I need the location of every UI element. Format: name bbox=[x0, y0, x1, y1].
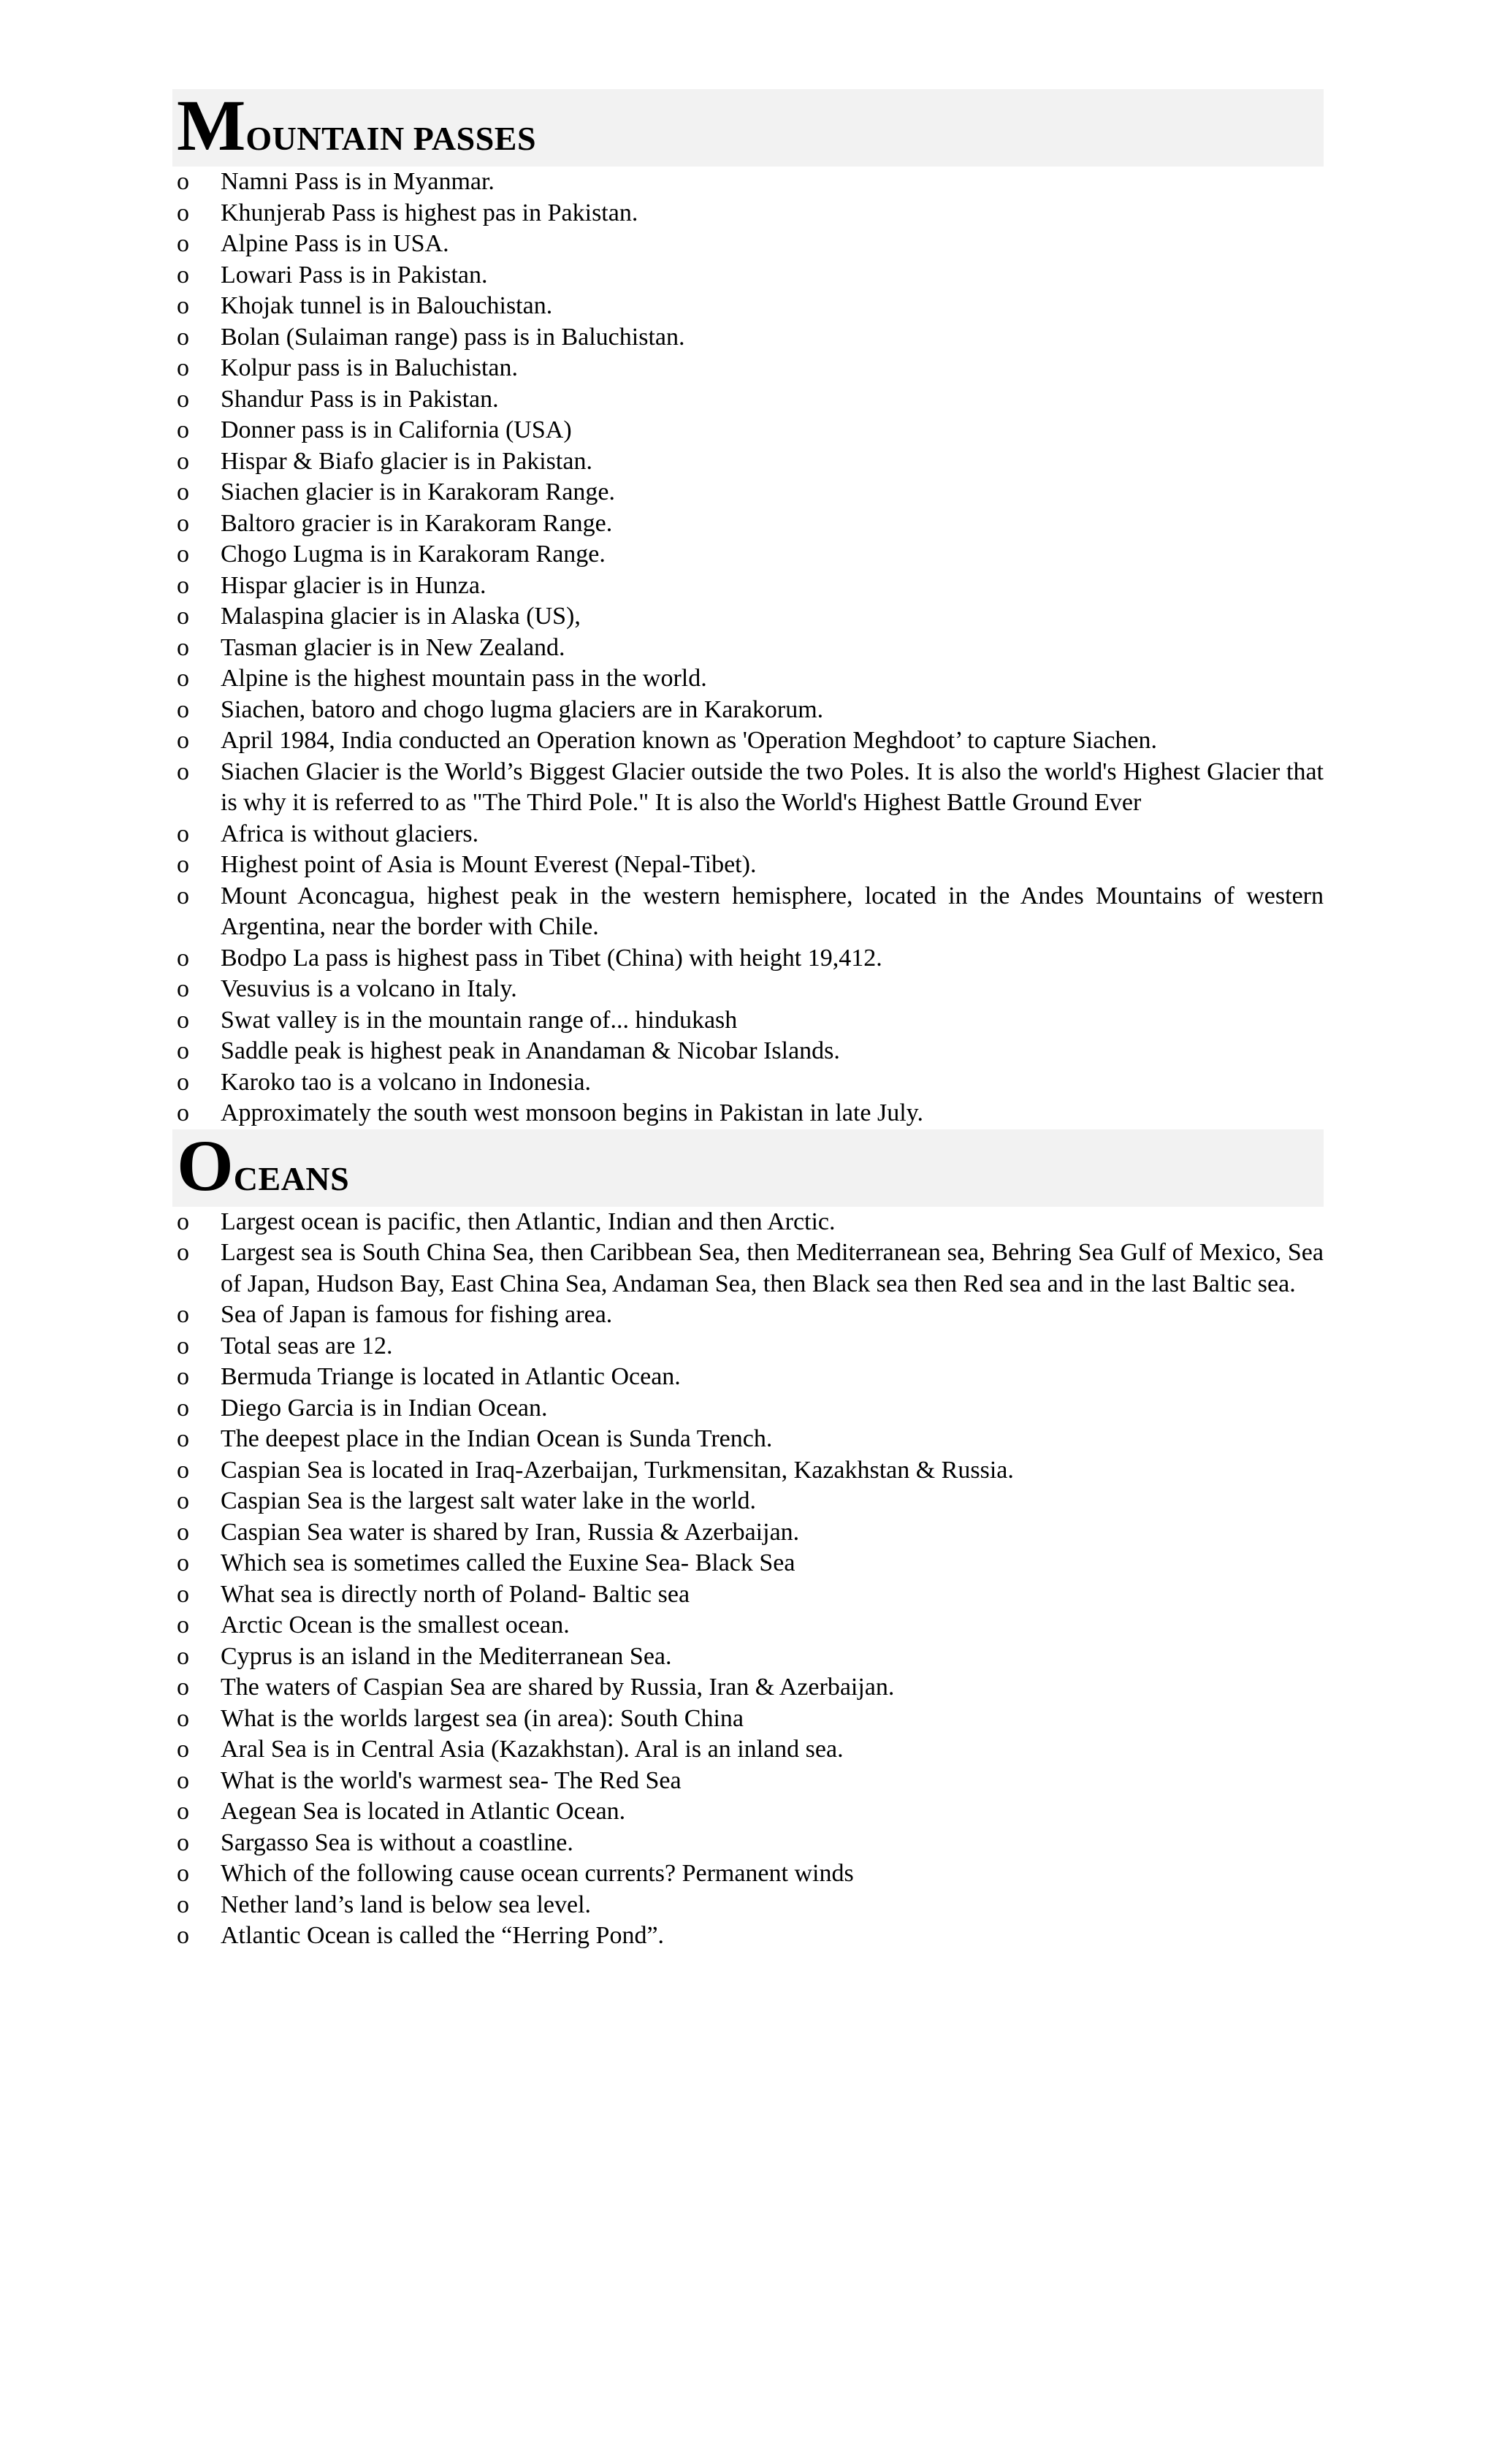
list-item bbox=[172, 229, 1324, 260]
section-mountain-passes bbox=[172, 85, 1324, 1129]
bullet-marker: o bbox=[177, 541, 189, 568]
list-item-text: The deepest place in the Indian Ocean is Sunda Trench. bbox=[221, 1425, 773, 1452]
list-item-text: Donner pass is in California (USA) bbox=[221, 416, 572, 443]
list-item bbox=[172, 571, 1324, 602]
bullet-marker: o bbox=[177, 1736, 189, 1763]
list-item bbox=[172, 1641, 1324, 1673]
bullet-marker: o bbox=[177, 323, 189, 351]
list-item bbox=[172, 1207, 1324, 1238]
bullet-marker: o bbox=[177, 727, 189, 754]
list-item bbox=[172, 943, 1324, 974]
bullet-marker: o bbox=[177, 447, 189, 475]
bullet-marker: o bbox=[177, 1456, 189, 1484]
list-item bbox=[172, 508, 1324, 540]
list-item-text: Siachen Glacier is the World’s Biggest Glacier outside the two Poles. It is also the world's Highest Glacier that is why it is referred to as "The Third Pole." It is also the World's Highest Battle Ground Ever bbox=[221, 758, 1324, 816]
bullet-marker: o bbox=[177, 1425, 189, 1452]
list-item-text: Caspian Sea is located in Iraq-Azerbaijan, Turkmensitan, Kazakhstan & Russia. bbox=[221, 1456, 1014, 1484]
list-item bbox=[172, 415, 1324, 446]
bullet-marker: o bbox=[177, 633, 189, 661]
list-item-text: Aral Sea is in Central Asia (Kazakhstan). Aral is an inland sea. bbox=[221, 1736, 844, 1763]
list-item-text: Hispar & Biafo glacier is in Pakistan. bbox=[221, 447, 592, 475]
list-item-text: What is the worlds largest sea (in area): South China bbox=[221, 1704, 744, 1732]
list-item bbox=[172, 1237, 1324, 1300]
bullet-marker: o bbox=[177, 199, 189, 226]
section-oceans bbox=[172, 1124, 1324, 1952]
bullet-marker: o bbox=[177, 1828, 189, 1856]
bullet-marker: o bbox=[177, 1363, 189, 1390]
list-item-text: Khunjerab Pass is highest pas in Pakistan. bbox=[221, 199, 638, 226]
bullet-marker: o bbox=[177, 509, 189, 537]
list-item bbox=[172, 1036, 1324, 1067]
list-item-text: Karoko tao is a volcano in Indonesia. bbox=[221, 1068, 592, 1096]
list-item-text: Arctic Ocean is the smallest ocean. bbox=[221, 1611, 570, 1639]
bullet-marker: o bbox=[177, 603, 189, 630]
list-item bbox=[172, 1455, 1324, 1487]
bullet-marker: o bbox=[177, 944, 189, 972]
document-page bbox=[172, 85, 1324, 1952]
bullet-marker: o bbox=[177, 820, 189, 847]
bullet-marker: o bbox=[177, 1922, 189, 1949]
list-item bbox=[172, 819, 1324, 850]
list-item bbox=[172, 881, 1324, 943]
bullet-marker: o bbox=[177, 1037, 189, 1064]
bullet-marker: o bbox=[177, 1239, 189, 1266]
list-item bbox=[172, 1300, 1324, 1331]
list-item bbox=[172, 1610, 1324, 1641]
list-item bbox=[172, 260, 1324, 291]
list-item-text: Sargasso Sea is without a coastline. bbox=[221, 1828, 573, 1856]
bullet-marker: o bbox=[177, 695, 189, 723]
list-item bbox=[172, 1734, 1324, 1766]
list-item-text: Caspian Sea water is shared by Iran, Russia & Azerbaijan. bbox=[221, 1518, 800, 1546]
bullet-marker: o bbox=[177, 261, 189, 289]
list-item bbox=[172, 1548, 1324, 1579]
heading-initial: O bbox=[177, 1124, 234, 1206]
bullet-marker: o bbox=[177, 385, 189, 413]
list-item-text: Aegean Sea is located in Atlantic Ocean. bbox=[221, 1798, 626, 1825]
list-item bbox=[172, 1098, 1324, 1129]
bullet-marker: o bbox=[177, 1798, 189, 1825]
list-item-text: Mount Aconcagua, highest peak in the western hemisphere, located in the Andes Mountains of western Argentina, near the border with Chile. bbox=[221, 882, 1324, 940]
list-item bbox=[172, 539, 1324, 571]
bullet-list bbox=[172, 1207, 1324, 1952]
list-item bbox=[172, 1828, 1324, 1859]
list-item bbox=[172, 1858, 1324, 1890]
list-item bbox=[172, 1362, 1324, 1393]
bullet-marker: o bbox=[177, 1099, 189, 1126]
list-item bbox=[172, 850, 1324, 881]
bullet-marker: o bbox=[177, 1301, 189, 1328]
list-item bbox=[172, 1005, 1324, 1037]
bullet-marker: o bbox=[177, 1208, 189, 1235]
list-item bbox=[172, 322, 1324, 354]
list-item-text: Largest sea is South China Sea, then Caribbean Sea, then Mediterranean sea, Behring Sea Gulf of Mexico, Sea of Japan, Hudson Bay, East China Sea, Andaman Sea, then Black sea then Red sea and in the last Baltic sea. bbox=[221, 1239, 1324, 1297]
bullet-marker: o bbox=[177, 1394, 189, 1422]
bullet-marker: o bbox=[177, 1068, 189, 1096]
bullet-marker: o bbox=[177, 416, 189, 443]
list-item-text: What is the world's warmest sea- The Red Sea bbox=[221, 1766, 682, 1794]
list-item-text: Diego Garcia is in Indian Ocean. bbox=[221, 1394, 548, 1422]
bullet-marker: o bbox=[177, 882, 189, 909]
list-item bbox=[172, 1579, 1324, 1611]
list-item bbox=[172, 1890, 1324, 1921]
bullet-marker: o bbox=[177, 1518, 189, 1546]
list-item-text: What sea is directly north of Poland- Baltic sea bbox=[221, 1580, 690, 1608]
heading-initial: M bbox=[177, 85, 246, 166]
list-item bbox=[172, 695, 1324, 726]
list-item-text: Alpine is the highest mountain pass in the world. bbox=[221, 665, 707, 692]
bullet-marker: o bbox=[177, 758, 189, 785]
bullet-marker: o bbox=[177, 851, 189, 878]
list-item-text: Lowari Pass is in Pakistan. bbox=[221, 261, 488, 289]
list-item-text: Bodpo La pass is highest pass in Tibet (China) with height 19,412. bbox=[221, 944, 882, 972]
bullet-marker: o bbox=[177, 665, 189, 692]
list-item-text: April 1984, India conducted an Operation known as 'Operation Meghdoot’ to capture Siachen. bbox=[221, 727, 1158, 754]
list-item bbox=[172, 757, 1324, 819]
list-item bbox=[172, 353, 1324, 384]
list-item bbox=[172, 1921, 1324, 1952]
list-item-text: Saddle peak is highest peak in Anandaman & Nicobar Islands. bbox=[221, 1037, 840, 1064]
bullet-marker: o bbox=[177, 1332, 189, 1359]
list-item-text: Siachen glacier is in Karakoram Range. bbox=[221, 478, 616, 506]
list-item-text: Vesuvius is a volcano in Italy. bbox=[221, 975, 517, 1002]
list-item-text: Which sea is sometimes called the Euxine Sea- Black Sea bbox=[221, 1549, 795, 1576]
bullet-marker: o bbox=[177, 1891, 189, 1918]
list-item-text: The waters of Caspian Sea are shared by Russia, Iran & Azerbaijan. bbox=[221, 1674, 895, 1701]
bullet-marker: o bbox=[177, 292, 189, 319]
list-item bbox=[172, 384, 1324, 416]
list-item bbox=[172, 167, 1324, 198]
list-item-text: Sea of Japan is famous for fishing area. bbox=[221, 1301, 613, 1328]
list-item bbox=[172, 1067, 1324, 1099]
list-item bbox=[172, 1796, 1324, 1828]
list-item bbox=[172, 1766, 1324, 1797]
list-item-text: Chogo Lugma is in Karakoram Range. bbox=[221, 541, 606, 568]
list-item bbox=[172, 1486, 1324, 1517]
bullet-marker: o bbox=[177, 168, 189, 195]
list-item-text: Alpine Pass is in USA. bbox=[221, 230, 449, 257]
list-item bbox=[172, 477, 1324, 508]
section-heading bbox=[172, 85, 1324, 167]
list-item-text: Largest ocean is pacific, then Atlantic, Indian and then Arctic. bbox=[221, 1208, 836, 1235]
list-item-text: Approximately the south west monsoon begins in Pakistan in late July. bbox=[221, 1099, 923, 1126]
list-item bbox=[172, 446, 1324, 478]
list-item-text: Malaspina glacier is in Alaska (US), bbox=[221, 603, 581, 630]
list-item bbox=[172, 974, 1324, 1005]
list-item bbox=[172, 1331, 1324, 1362]
list-item bbox=[172, 198, 1324, 229]
bullet-list bbox=[172, 167, 1324, 1129]
list-item bbox=[172, 1704, 1324, 1735]
list-item-text: Khojak tunnel is in Balouchistan. bbox=[221, 292, 553, 319]
list-item-text: Total seas are 12. bbox=[221, 1332, 393, 1359]
list-item-text: Highest point of Asia is Mount Everest (Nepal-Tibet). bbox=[221, 851, 757, 878]
bullet-marker: o bbox=[177, 1860, 189, 1887]
section-heading bbox=[172, 1124, 1324, 1207]
list-item bbox=[172, 725, 1324, 757]
bullet-marker: o bbox=[177, 478, 189, 506]
list-item-text: Baltoro gracier is in Karakoram Range. bbox=[221, 509, 613, 537]
list-item bbox=[172, 663, 1324, 695]
list-item-text: Tasman glacier is in New Zealand. bbox=[221, 633, 565, 661]
list-item-text: Shandur Pass is in Pakistan. bbox=[221, 385, 499, 413]
bullet-marker: o bbox=[177, 975, 189, 1002]
bullet-marker: o bbox=[177, 1487, 189, 1514]
list-item-text: Africa is without glaciers. bbox=[221, 820, 479, 847]
heading-rest: OUNTAIN PASSES bbox=[245, 120, 537, 157]
list-item bbox=[172, 601, 1324, 633]
list-item bbox=[172, 1517, 1324, 1549]
bullet-marker: o bbox=[177, 230, 189, 257]
list-item-text: Bolan (Sulaiman range) pass is in Baluchistan. bbox=[221, 323, 685, 351]
bullet-marker: o bbox=[177, 1704, 189, 1732]
bullet-marker: o bbox=[177, 1580, 189, 1608]
bullet-marker: o bbox=[177, 1642, 189, 1670]
bullet-marker: o bbox=[177, 1674, 189, 1701]
list-item-text: Swat valley is in the mountain range of... hindukash bbox=[221, 1006, 738, 1034]
list-item-text: Hispar glacier is in Hunza. bbox=[221, 571, 486, 599]
list-item-text: Cyprus is an island in the Mediterranean Sea. bbox=[221, 1642, 672, 1670]
list-item-text: Bermuda Triange is located in Atlantic Ocean. bbox=[221, 1363, 681, 1390]
heading-rest: CEANS bbox=[233, 1159, 350, 1197]
list-item-text: Siachen, batoro and chogo lugma glaciers are in Karakorum. bbox=[221, 695, 824, 723]
list-item-text: Nether land’s land is below sea level. bbox=[221, 1891, 592, 1918]
bullet-marker: o bbox=[177, 571, 189, 599]
bullet-marker: o bbox=[177, 354, 189, 381]
list-item-text: Caspian Sea is the largest salt water lake in the world. bbox=[221, 1487, 757, 1514]
bullet-marker: o bbox=[177, 1006, 189, 1034]
list-item bbox=[172, 1424, 1324, 1455]
list-item bbox=[172, 1393, 1324, 1424]
section-title bbox=[177, 85, 537, 166]
list-item bbox=[172, 291, 1324, 322]
list-item bbox=[172, 1672, 1324, 1704]
section-title bbox=[177, 1124, 350, 1206]
list-item-text: Kolpur pass is in Baluchistan. bbox=[221, 354, 519, 381]
list-item-text: Which of the following cause ocean currents? Permanent winds bbox=[221, 1860, 854, 1887]
bullet-marker: o bbox=[177, 1611, 189, 1639]
bullet-marker: o bbox=[177, 1766, 189, 1794]
list-item bbox=[172, 633, 1324, 664]
list-item-text: Atlantic Ocean is called the “Herring Pond”. bbox=[221, 1922, 665, 1949]
list-item-text: Namni Pass is in Myanmar. bbox=[221, 168, 495, 195]
bullet-marker: o bbox=[177, 1549, 189, 1576]
